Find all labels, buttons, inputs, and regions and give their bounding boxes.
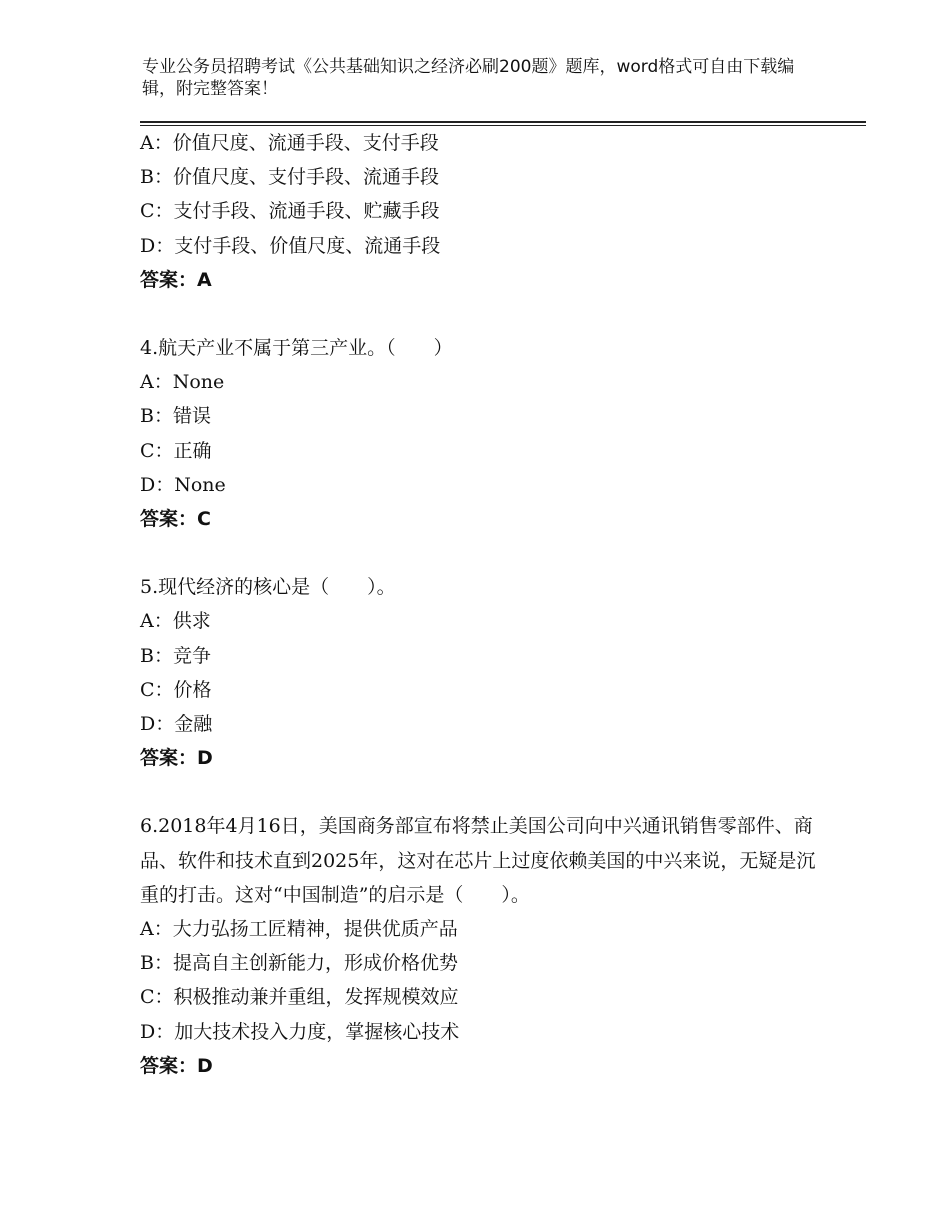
question-list [140,126,830,1083]
spacer [140,775,830,809]
option-a: A：价值尺度、流通手段、支付手段 [140,132,439,154]
question-6 [140,809,830,1083]
option-c: C：积极推动兼并重组，发挥规模效应 [140,986,459,1009]
option-b: B：错误 [140,405,211,428]
option-a: A：None [140,371,225,394]
question-4 [140,331,830,536]
option-d: D：加大技术投入力度，掌握核心技术 [140,1020,460,1043]
question-stem: 4.航天产业不属于第三产业。（ ） [140,337,453,360]
question-stem: 6.2018年4月16日，美国商务部宣布将禁止美国公司向中兴通讯销售零部件、商品、软件和技术直到2025年，这对在芯片上过度依赖美国的中兴来说，无疑是沉重的打击。这对“中国制造”的启示是（ ）。 [140,815,816,906]
option-a: A：大力弘扬工匠精神，提供优质产品 [140,918,458,941]
option-b: B：价值尺度、支付手段、流通手段 [140,166,439,189]
option-b: B：提高自主创新能力，形成价格优势 [140,952,458,975]
option-a: A：供求 [140,610,211,633]
answer: 答案：D [140,1054,213,1077]
spacer [140,297,830,331]
answer: 答案：C [140,508,211,531]
option-d: D：金融 [140,713,213,736]
question-5 [140,570,830,775]
option-b: B：竞争 [140,644,211,667]
answer: 答案：A [140,268,212,291]
question-stem: 5.现代经济的核心是（ ）。 [140,576,396,599]
option-d: D：None [140,473,226,496]
question-3 [140,126,830,297]
option-d: D：支付手段、价值尺度、流通手段 [140,234,441,257]
document-header: 专业公务员招聘考试《公共基础知识之经济必刷200题》题库，word格式可自由下载编辑，附完整答案！ [142,57,795,99]
header-rule-thick [140,121,866,123]
answer: 答案：D [140,747,213,770]
spacer [140,536,830,570]
option-c: C：价格 [140,678,212,701]
option-c: C：支付手段、流通手段、贮藏手段 [140,200,440,223]
option-c: C：正确 [140,439,212,462]
